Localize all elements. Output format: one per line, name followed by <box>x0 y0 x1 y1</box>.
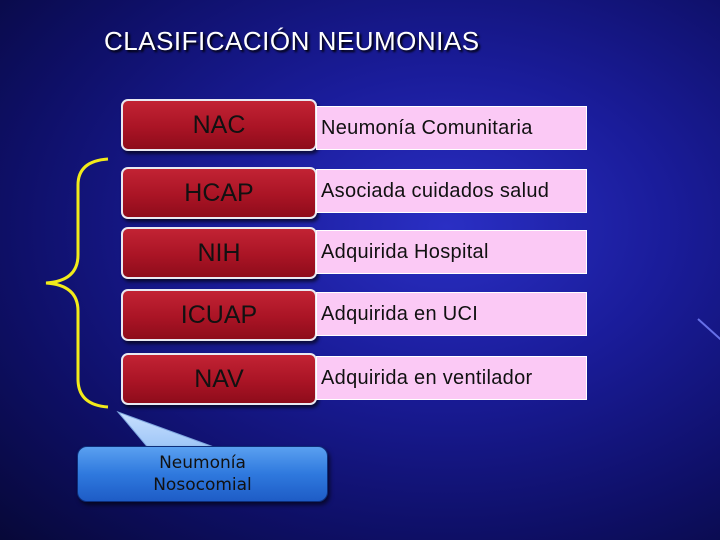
code-label: NAV <box>194 364 244 393</box>
description-box <box>316 106 587 150</box>
callout-label: Neumonía Nosocomial <box>153 453 252 495</box>
classification-row-nav <box>0 353 720 403</box>
classification-row-icuap <box>0 289 720 339</box>
code-box <box>121 99 317 151</box>
code-label: ICUAP <box>180 300 258 329</box>
description-box <box>316 230 587 274</box>
classification-row-hcap <box>0 167 720 217</box>
description-label: Adquirida en ventilador <box>321 366 533 389</box>
classification-row-nih <box>0 227 720 277</box>
code-label: NAC <box>192 110 246 139</box>
nosocomial-callout <box>77 446 328 502</box>
description-label: Adquirida Hospital <box>321 240 489 263</box>
description-box <box>316 292 587 336</box>
code-label: NIH <box>197 238 241 267</box>
code-box <box>121 227 317 279</box>
description-label: Adquirida en UCI <box>321 302 479 325</box>
description-label: Asociada cuidados salud <box>321 179 550 202</box>
description-box <box>316 169 587 213</box>
description-box <box>316 356 587 400</box>
code-box <box>121 353 317 405</box>
slide-title: CLASIFICACIÓN NEUMONIAS <box>104 26 480 56</box>
description-label: Neumonía Comunitaria <box>321 116 533 139</box>
code-box <box>121 289 317 341</box>
code-label: HCAP <box>184 178 254 207</box>
classification-row-nac <box>0 99 720 149</box>
code-box <box>121 167 317 219</box>
